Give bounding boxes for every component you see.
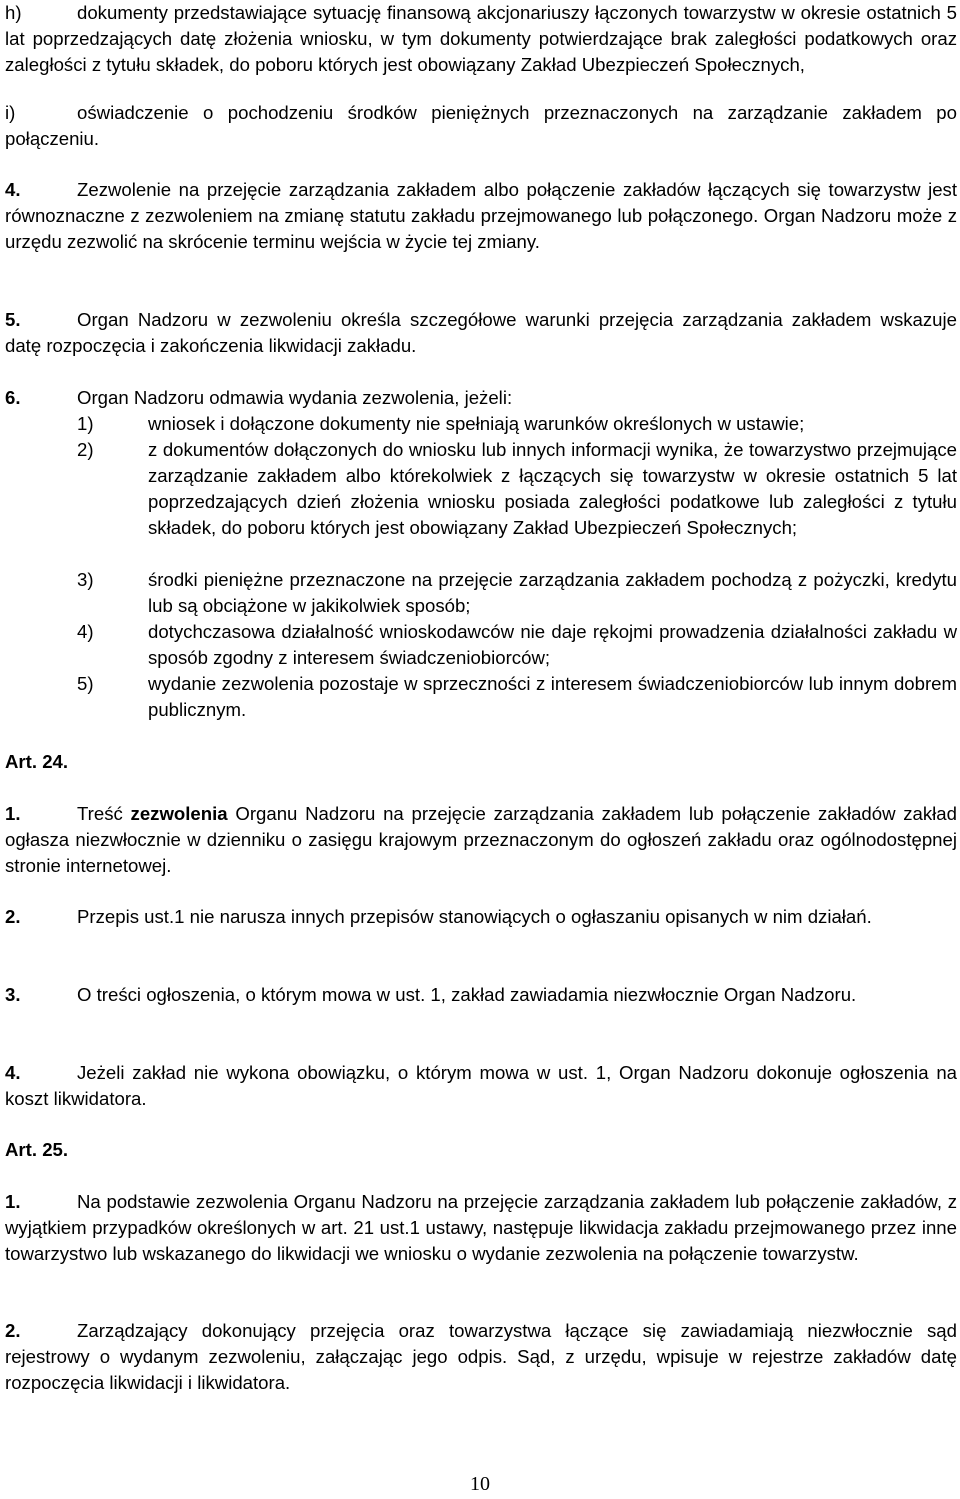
section-6-point [77,567,957,619]
section-6-point [77,619,957,671]
para-text-post: Organu Nadzoru na przejęcie zarządzania zakładem lub połączenie zakładów zakład ogłasza niezwłocznie w dzienniku o zasięgu krajowym przeznaczonym do ogłoszeń zakładu oraz ogólnodostępnej stronie internetowej. [5,803,957,876]
item-i-marker: i) [5,102,16,123]
para-number: 2. [5,906,21,927]
section-6-number: 6. [5,387,21,408]
article-25-para-1 [5,1189,957,1267]
article-24-para-2 [5,904,957,930]
point-marker: 5) [77,673,94,694]
point-marker: 4) [77,621,94,642]
point-text: dotychczasowa działalność wnioskodawców nie daje rękojmi prowadzenia działalności zakładu w sposób zgodny z interesem świadczeniobiorców; [148,621,957,668]
point-text: wydanie zezwolenia pozostaje w sprzeczności z interesem świadczeniobiorców lub innym dobrem publicznym. [148,673,957,720]
section-4-number: 4. [5,179,21,200]
para-text: Na podstawie zezwolenia Organu Nadzoru na przejęcie zarządzania zakładem lub połączenie zakładów, z wyjątkiem przypadków określonych w art. 21 ust.1 ustawy, następuje likwidacja zakładu przejmowanego przez inne towarzystwo lub wskazanego do likwidacji we wniosku o wydanie zezwolenia na połączenie towarzystw. [5,1191,957,1264]
article-25-title: Art. 25. [5,1139,69,1160]
point-marker: 2) [77,439,94,460]
para-number: 2. [5,1320,21,1341]
page-number: 10 [470,1473,490,1495]
para-text: O treści ogłoszenia, o którym mowa w ust. 1, zakład zawiadamia niezwłocznie Organ Nadzoru. [77,984,857,1005]
article-24-para-1 [5,801,957,879]
point-text: wniosek i dołączone dokumenty nie spełniają warunków określonych w ustawie; [148,413,805,434]
section-5-text: Organ Nadzoru w zezwoleniu określa szczegółowe warunki przejęcia zarządzania zakładem wskazuje datę rozpoczęcia i zakończenia likwidacji zakładu. [5,309,957,356]
para-text: Przepis ust.1 nie narusza innych przepisów stanowiących o ogłaszaniu opisanych w nim działań. [77,906,872,927]
para-number: 1. [5,1191,21,1212]
article-24-para-3 [5,982,957,1008]
point-text: środki pieniężne przeznaczone na przejęcie zarządzania zakładem pochodzą z pożyczki, kredytu lub są obciążone w jakikolwiek sposób; [148,569,957,616]
para-text: Jeżeli zakład nie wykona obowiązku, o którym mowa w ust. 1, Organ Nadzoru dokonuje ogłoszenia na koszt likwidatora. [5,1062,957,1109]
section-4 [5,177,957,255]
para-text-bold: zezwolenia [130,803,228,824]
section-6-point [77,671,957,723]
article-24-para-4 [5,1060,957,1112]
section-6-point [77,437,957,541]
para-text-pre: Treść [77,803,131,824]
section-4-text: Zezwolenie na przejęcie zarządzania zakładem albo połączenie zakładów łączących się towarzystw jest równoznaczne z zezwoleniem na zmianę statutu zakładu przejmowanego lub połączonego. Organ Nadzoru może z urzędu zezwolić na skrócenie terminu wejścia w życie tej zmiany. [5,179,957,252]
para-number: 1. [5,803,21,824]
section-6-text: Organ Nadzoru odmawia wydania zezwolenia, jeżeli: [77,387,513,408]
section-5-number: 5. [5,309,21,330]
para-text: Zarządzający dokonujący przejęcia oraz towarzystwa łączące się zawiadamiają niezwłocznie sąd rejestrowy o wydanym zezwoleniu, załączając jego odpis. Sąd, z urzędu, wpisuje w rejestrze zakładów datę rozpoczęcia likwidacji i likwidatora. [5,1320,957,1393]
item-h [5,0,957,78]
point-text: z dokumentów dołączonych do wniosku lub innych informacji wynika, że towarzystwo przejmujące zarządzanie zakładem albo którekolwiek z łączących się towarzystw w okresie ostatnich 5 lat poprzedzających dzień złożenia wniosku posiada zaległości podatkowe lub zaległości z tytułu składek, do poboru których jest obowiązany Zakład Ubezpieczeń Społecznych; [148,439,957,538]
item-h-text: dokumenty przedstawiające sytuację finansową akcjonariuszy łączonych towarzystw w okresie ostatnich 5 lat poprzedzających datę złożenia wniosku, w tym dokumenty potwierdzające brak zaległości podatkowych oraz zaległości z tytułu składek, do poboru których jest obowiązany Zakład Ubezpieczeń Społecznych, [5,2,957,75]
item-h-marker: h) [5,2,22,23]
section-5 [5,307,957,359]
point-marker: 1) [77,413,94,434]
item-i [5,100,957,152]
point-marker: 3) [77,569,94,590]
article-25-para-2 [5,1318,957,1396]
para-number: 3. [5,984,21,1005]
article-24-title: Art. 24. [5,751,69,772]
section-6 [5,385,957,411]
para-number: 4. [5,1062,21,1083]
item-i-text: oświadczenie o pochodzeniu środków pieniężnych przeznaczonych na zarządzanie zakładem po połączeniu. [5,102,957,149]
section-6-point [77,411,957,437]
